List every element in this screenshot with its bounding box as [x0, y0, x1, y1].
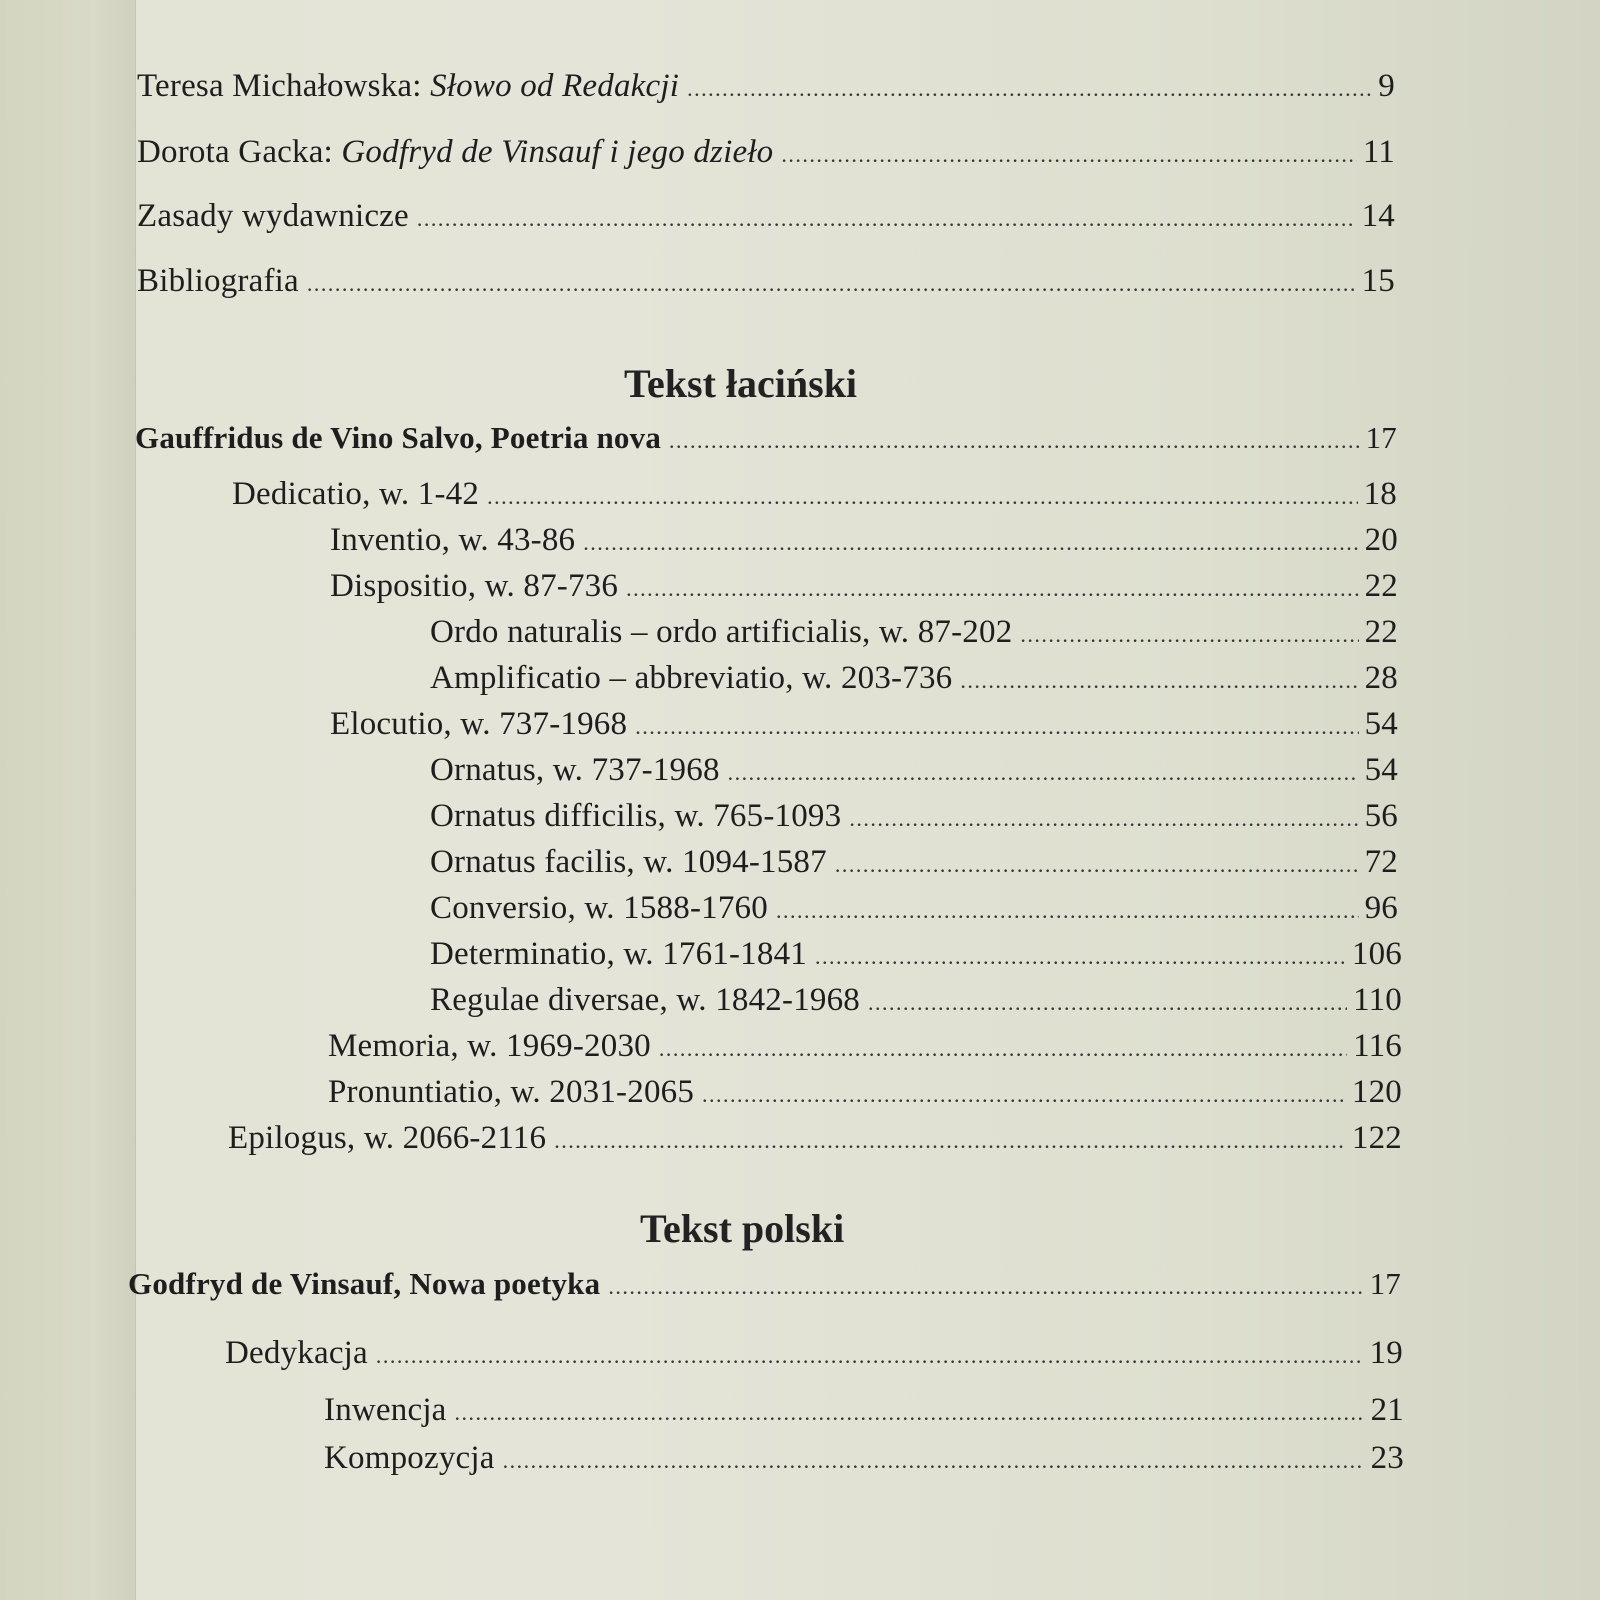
toc-entry-conversio[interactable] — [430, 890, 1398, 934]
toc-entry-title: Determinatio, w. 1761-1841 — [430, 936, 807, 972]
dot-leader — [554, 1128, 1346, 1154]
toc-entry-dispositio[interactable] — [330, 568, 1398, 612]
toc-entry-title: Amplificatio – abbreviatio, w. 203-736 — [430, 660, 953, 696]
toc-entry-kompozycja[interactable] — [324, 1440, 1404, 1484]
toc-entry-inwencja[interactable] — [324, 1392, 1404, 1436]
toc-entry-inventio[interactable] — [330, 522, 1398, 566]
toc-entry-title: Pronuntiatio, w. 2031-2065 — [328, 1074, 695, 1110]
toc-entry-title: Teresa Michałowska: Słowo od Redakcji — [137, 68, 680, 104]
toc-entry-page: 15 — [1361, 263, 1395, 299]
toc-entry-title: Dedicatio, w. 1-42 — [232, 476, 480, 512]
toc-entry-title: Dedykacja — [225, 1335, 368, 1371]
dot-leader — [1020, 622, 1358, 648]
toc-entry-page: 110 — [1353, 982, 1402, 1018]
dot-leader — [376, 1343, 1364, 1369]
toc-entry-page: 72 — [1364, 844, 1398, 880]
toc-entry-page: 96 — [1364, 890, 1398, 926]
toc-entry-epilogus[interactable] — [228, 1120, 1402, 1164]
dot-leader — [728, 760, 1359, 786]
toc-entry-title: Godfryd de Vinsauf, Nowa poetyka — [128, 1266, 601, 1301]
toc-entry-title: Dispositio, w. 87-736 — [330, 568, 619, 604]
toc-entry-page: 106 — [1351, 936, 1402, 972]
toc-entry-page: 20 — [1364, 522, 1398, 558]
toc-entry-determinatio[interactable] — [430, 936, 1402, 980]
toc-entry-title: Conversio, w. 1588-1760 — [430, 890, 768, 926]
toc-entry-zasady-wydawnicze[interactable] — [137, 198, 1395, 242]
section-heading-polish: Tekst polski — [640, 1206, 845, 1251]
toc-entry-title: Elocutio, w. 737-1968 — [330, 706, 628, 742]
toc-entry-title: Bibliografia — [137, 263, 299, 299]
dot-leader — [702, 1082, 1346, 1108]
toc-entry-memoria[interactable] — [328, 1028, 1402, 1072]
toc-entry-dedicatio[interactable] — [232, 476, 1397, 520]
toc-entry-page: 19 — [1369, 1335, 1403, 1371]
toc-entry-page: 120 — [1351, 1074, 1402, 1110]
dot-leader — [835, 852, 1359, 878]
toc-entry-poetria-nova[interactable] — [135, 420, 1397, 464]
toc-entry-elocutio[interactable] — [330, 706, 1398, 750]
dot-leader — [776, 898, 1359, 924]
toc-entry-title: Ordo naturalis – ordo artificialis, w. 87-202 — [430, 614, 1013, 650]
toc-entry-title: Ornatus difficilis, w. 765-1093 — [430, 798, 842, 834]
toc-entry-regulae-diversae[interactable] — [430, 982, 1402, 1026]
toc-entry-ornatus-difficilis[interactable] — [430, 798, 1398, 842]
toc-entry-page: 22 — [1364, 614, 1398, 650]
dot-leader — [608, 1274, 1363, 1300]
dot-leader — [503, 1448, 1365, 1474]
toc-entry-page: 56 — [1364, 798, 1398, 834]
toc-entry-page: 22 — [1364, 568, 1398, 604]
toc-entry-page: 28 — [1364, 660, 1398, 696]
dot-leader — [455, 1400, 1365, 1426]
toc-entry-title: Inventio, w. 43-86 — [330, 522, 576, 558]
toc-entry-page: 9 — [1378, 68, 1395, 104]
dot-leader — [659, 1036, 1347, 1062]
toc-entry-page: 54 — [1364, 706, 1398, 742]
dot-leader — [583, 530, 1358, 556]
toc-entry-title: Ornatus, w. 737-1968 — [430, 752, 720, 788]
toc-entry-page: 11 — [1362, 134, 1395, 170]
toc-entry-dedykacja[interactable] — [225, 1335, 1403, 1379]
toc-entry-ordo[interactable] — [430, 614, 1398, 658]
dot-leader — [626, 576, 1359, 602]
dot-leader — [687, 76, 1372, 102]
toc-entry-pronuntiatio[interactable] — [328, 1074, 1402, 1118]
toc-entry-slowo-od-redakcji[interactable] — [137, 68, 1395, 112]
toc-entry-page: 18 — [1363, 476, 1397, 512]
toc-entry-page: 116 — [1353, 1028, 1402, 1064]
toc-entry-title: Epilogus, w. 2066-2116 — [228, 1120, 547, 1156]
dot-leader — [635, 714, 1358, 740]
toc-entry-page: 17 — [1369, 1266, 1401, 1301]
toc-entry-bibliografia[interactable] — [137, 263, 1395, 307]
toc-entry-title: Zasady wydawnicze — [137, 198, 409, 234]
dot-leader — [849, 806, 1358, 832]
toc-entry-ornatus[interactable] — [430, 752, 1398, 796]
toc-entry-godfryd-i-jego-dzielo[interactable] — [137, 134, 1395, 178]
toc-entry-page: 14 — [1361, 198, 1395, 234]
toc-entry-page: 54 — [1364, 752, 1398, 788]
dot-leader — [669, 428, 1360, 454]
toc-entry-nowa-poetyka[interactable] — [128, 1266, 1401, 1310]
dot-leader — [868, 990, 1347, 1016]
toc-entry-title: Memoria, w. 1969-2030 — [328, 1028, 651, 1064]
dot-leader — [815, 944, 1346, 970]
toc-entry-title: Kompozycja — [324, 1440, 495, 1476]
section-heading-latin: Tekst łaciński — [624, 361, 858, 406]
toc-entry-page: 21 — [1370, 1392, 1404, 1428]
toc-entry-title: Inwencja — [324, 1392, 447, 1428]
dot-leader — [781, 142, 1356, 168]
toc-entry-title: Gauffridus de Vino Salvo, Poetria nova — [135, 420, 662, 455]
toc-entry-title: Ornatus facilis, w. 1094-1587 — [430, 844, 827, 880]
toc-entry-page: 23 — [1370, 1440, 1404, 1476]
dot-leader — [960, 668, 1358, 694]
dot-leader — [307, 271, 1356, 297]
toc-entry-amplificatio[interactable] — [430, 660, 1398, 704]
toc-entry-page: 17 — [1365, 420, 1397, 455]
toc-entry-title: Dorota Gacka: Godfryd de Vinsauf i jego dzieło — [137, 134, 774, 170]
toc-entry-ornatus-facilis[interactable] — [430, 844, 1398, 888]
dot-leader — [417, 206, 1356, 232]
toc-entry-title: Regulae diversae, w. 1842-1968 — [430, 982, 860, 1018]
dot-leader — [487, 484, 1358, 510]
toc-entry-page: 122 — [1351, 1120, 1402, 1156]
